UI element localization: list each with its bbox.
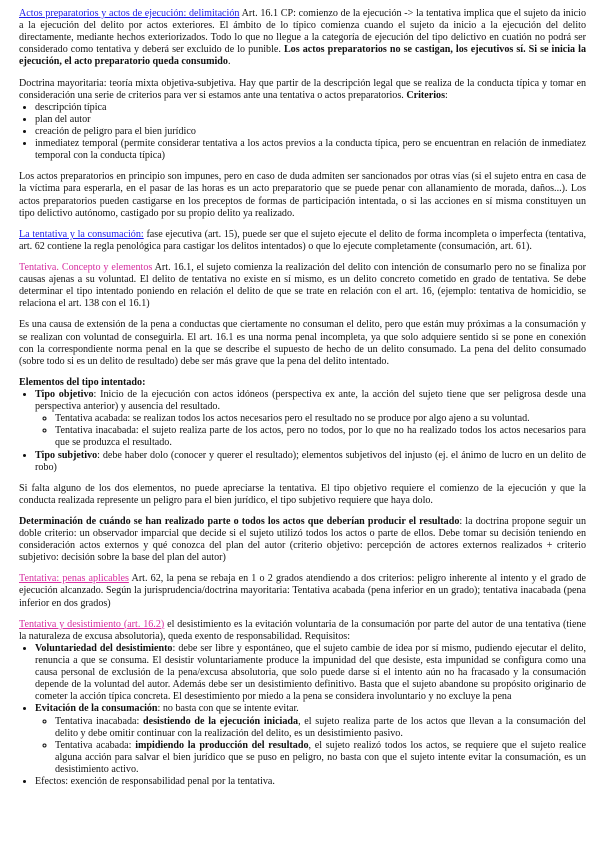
list-item: ◦ Tentativa inacabada: el sujeto realiza parte de los actos, pero no todos, por lo que no ha realizado todos los actos necesarios para que se produzca el resultado. <box>55 425 586 449</box>
heading-link-penas-aplicables[interactable]: Tentativa: penas aplicables <box>19 573 129 585</box>
paragraph-causa-extension: Es una causa de extensión de la pena a conductas que ciertamente no consuman el delito, pero que están muy próximas a la consumación y se realizan con voluntad de conseguirla. El art. 16.1 es una norma penal incompleta, ya que solo adquiere sentido si se pone en conexión con la correspondiente norma penal en la que se describe el supuesto de hecho de un delito consumado. La pena del delito consumado (sobre todo si es un delito de resultado) debe ser más grave que la pena del delito intentado. <box>19 319 586 367</box>
heading-tentativa-concepto: Tentativa. Concepto y elementos <box>19 261 153 273</box>
list-item-tipo-objetivo: • Tipo objetivo: Inicio de la ejecución con actos idóneos (perspectiva ex ante, la acción del sujeto tiene que ser peligrosa desde una perspectiva anterior) y ausencia del resultado. ◦ Tentativa acabada: se realizan todos los actos necesarios pero el resultado no se produce por algo ajeno a su voluntad. ◦ Tentativa inacabada: el sujeto realiza parte de los actos, pero no todos, por lo que no ha realizado todos los actos necesarios para que se produzca el resultado. <box>35 389 586 450</box>
list-item: • inmediatez temporal (permite considerar tentativa a los actos previos a la conducta típica, pero se encuentran en relación de inmediatez temporal con la conducta típica) <box>35 138 586 162</box>
list-item-tipo-subjetivo: • Tipo subjetivo: debe haber dolo (conocer y querer el resultado); elementos subjetivos del injusto (ej. el ánimo de lucro en un delito de robo) <box>35 450 586 474</box>
list-item: • descripción típica <box>35 102 586 114</box>
list-item-evitacion: • Evitación de la consumación: no basta con que se intente evitar. ◦ Tentativa inacabada: desistiendo de la ejecución iniciada, el sujeto realiza parte de los actos que llevan a la consumación del delito y debe omitir continuar con la realización del delito, es un desistimiento pasivo. ◦ Tentativa acabada: impidiendo la producción del resultado, el sujeto realizó todos los actos, se requiere que el sujeto realice alguna acción para salvar el bien jurídico que se puso en peligro, no basta con que el sujeto intente evitar la consumación, es un desistimiento activo. <box>35 703 586 776</box>
list-item-efectos: • Efectos: exención de responsabilidad penal por la tentativa. <box>35 776 586 788</box>
list-item: • creación de peligro para el bien jurídico <box>35 126 586 138</box>
paragraph-actos-impunes: Los actos preparatorios en principio son impunes, pero en caso de duda admiten ser sancionados por otras vías (si el sujeto entra en casa de la víctima para esperarla, en el pasar de las horas es un acto preparatorio que se puede penar con allanamiento de morada, daños...). Los actos preparatorios pueden castigarse en los preceptos de formas de participación intentada, o si las acciones en sí misma constituyen un tipo delictivo autónomo, castigado por su propio delito ya realizado. <box>19 171 586 219</box>
evitacion-sublist <box>35 716 586 777</box>
heading-link-tentativa-consumacion[interactable]: La tentativa y la consumación: <box>19 228 144 240</box>
paragraph-doctrina-mayoritaria: Doctrina mayoritaria: teoría mixta objetiva-subjetiva. Hay que partir de la descripción legal que se realiza de la conducta típica y tomar en consideración una serie de criterios para ver si estamos ante una tentativa o actos preparatorios. Criterios: <box>19 77 586 101</box>
paragraph-falta-elementos: Si falta alguno de los dos elementos, no puede apreciarse la tentativa. El tipo objetivo requiere el comienzo de la ejecución y que la conducta realizada represente un peligro para el bien jurídico, el tipo subjetivo requiere que haya dolo. <box>19 482 586 506</box>
paragraph-tentativa-consumacion: La tentativa y la consumación: fase ejecutiva (art. 15), puede ser que el sujeto ejecute el delito de forma incompleta o imperfecta (tentativa, art. 62 contiene la regla penológica para castigar los delitos intentados) o que lo ejecute completamente (consumación, art. 61). <box>19 228 587 252</box>
elementos-list <box>19 389 586 474</box>
paragraph-penas-aplicables: Tentativa: penas aplicables Art. 62, la pena se rebaja en 1 o 2 grados atendiendo a dos criterios: peligro inherente al intento y el grado de ejecución alcanzado. Según la jurisprudencia/doctrina mayoritaria: Tentativa acabada (pena inferior en un grado); tentativa inacabada (pena inferior en dos grados) <box>19 573 586 609</box>
list-item: • plan del autor <box>35 114 586 126</box>
list-item-tentativa-acabada: ◦ Tentativa acabada: impidiendo la producción del resultado, el sujeto realizó todos los actos, se requiere que el sujeto realice alguna acción para salvar el bien jurídico que se puso en peligro, no basta con que el sujeto intente evitar la consumación, es un desistimiento activo. <box>55 740 586 776</box>
criterios-list <box>19 102 586 163</box>
heading-link-actos-preparatorios[interactable]: Actos preparatorios y actos de ejecución: delimitación <box>19 8 240 19</box>
paragraph-actos-preparatorios: Actos preparatorios y actos de ejecución: delimitación Art. 16.1 CP: comienzo de la ejecución -> la tentativa implica que el sujeto da inicio a la ejecución del delito por actos exteriores. El ámbito de lo típico comienza cuando el sujeto da inicio a la ejecución del delito directamente, mediante hechos exteriorizados. Todo lo que no llegue a la categoría de ejecución del tipo delictivo en cuatión no podrá ser considerado como tentativa y deberá ser excluido de lo punible. Los actos preparatorios no se castigan, los ejecutivos sí. Si se inicia la ejecución, el acto preparatorio queda consumido. <box>19 8 586 68</box>
paragraph-determinacion: Determinación de cuándo se han realizado parte o todos los actos que deberían producir el resultado: la doctrina propone seguir un doble criterio: un observador imparcial que decide si el sujeto utilizó todos los actos o parte de ellos. Debe tomar su decisión teniendo en consideración actos externos y qué conozca del plan del autor (criterio objetivo: percepción de actores externos realizados + criterio subjetivo: decisión sobre la base del plan del autor) <box>19 515 587 564</box>
list-item-voluntariedad: • Voluntariedad del desistimiento: debe ser libre y espontáneo, que el sujeto cambie de idea por sí mismo, pudiendo ejecutar el delito, renuncia a que se consuma. El desistir voluntariamente produce la impunidad del que desiste, esta impunidad se configura como una causa personal de exclusión de la pena/excusa absolutoria, que solo puede darse si el intento aún no ha fracasado y la consumación depende de la voluntad del autor. Además debe ser un desistimiento definitivo. Basta que el sujeto abandone su propósito originario de cometer la acción típica concreta. El desestimiento por miedo a la pena se considera involuntario y no excluye la pena <box>35 643 586 704</box>
paragraph-tentativa-concepto: Tentativa. Concepto y elementos Art. 16.1, el sujeto comienza la realización del delito con intención de consumarlo pero no se finaliza por causas ajenas a su voluntad. El delito de tentativa no existe en sí mismo, es un delito concreto cometido en grado de tentativa. Se debe determinar el tipo intentado poniendo en relación el delito de que se trate en relación con el art. 16, (ejemplo: tentativa de homicidio, se relaciona el art. 138 con el 16.1) <box>19 261 587 310</box>
tipo-objetivo-sublist <box>35 413 586 449</box>
requisitos-list <box>19 643 586 788</box>
list-item: ◦ Tentativa acabada: se realizan todos los actos necesarios pero el resultado no se produce por algo ajeno a su voluntad. <box>55 413 586 425</box>
heading-elementos-tipo: Elementos del tipo intentado: <box>19 376 146 388</box>
heading-link-desistimiento[interactable]: Tentativa y desistimiento (art. 16.2) <box>19 618 165 630</box>
paragraph-desistimiento: Tentativa y desistimiento (art. 16.2) el desistimiento es la evitación voluntaria de la consumación por parte del autor de una tentativa (tiene la naturaleza de excusa absolutoria), queda exento de responsabilidad. Requisitos: <box>19 618 586 642</box>
list-item-tentativa-inacabada: ◦ Tentativa inacabada: desistiendo de la ejecución iniciada, el sujeto realiza parte de los actos que llevan a la consumación del delito y debe omitir continuar con la realización del delito, es un desistimiento pasivo. <box>55 716 586 740</box>
